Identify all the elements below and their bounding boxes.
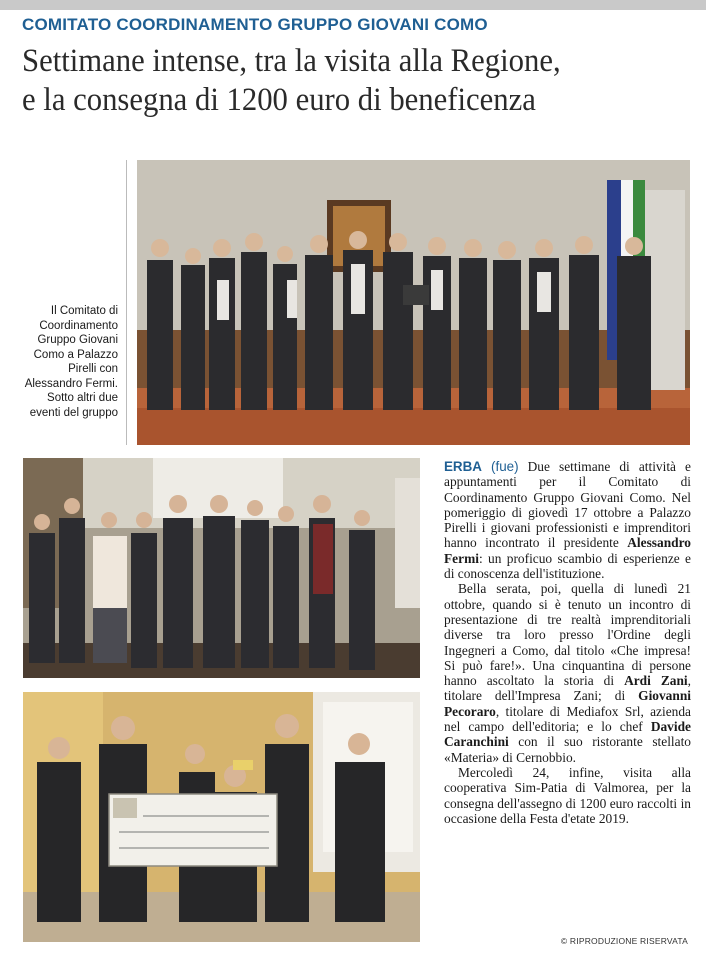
person-name: Ardi Zani <box>624 673 688 689</box>
photo-evening-event-group <box>23 458 420 678</box>
photo-cheque-delivery <box>23 692 420 942</box>
photo-caption: Il Comitato di Coordinamento Gruppo Giovani Como a Palazzo Pirelli con Alessandro Fermi. Sotto altri due eventi del gruppo <box>24 305 118 419</box>
article-paragraph-1 <box>444 459 691 581</box>
byline: (fue) <box>491 459 519 474</box>
article-text: : un proficuo scambio di esperienze e di conoscenza dell'istituzione. <box>444 550 691 582</box>
article-paragraph-2 <box>444 581 691 765</box>
article-text: , titolare dell'Impresa Zani; di <box>444 673 691 704</box>
top-rule <box>0 0 706 10</box>
article-text: Bella serata, poi, quella di lunedì 21 ottobre, quando si è tenuto un incontro di presentazione di tre realtà imprenditoriali diverse tra loro presso l'Ordine degli Ingegneri a Como, dal titolo «Che impresa! Si può fare!». Una cinquantina di persone hanno ascoltato la storia di <box>444 581 691 689</box>
person-name: Giovanni Pecoraro <box>444 688 691 719</box>
person-name: Alessandro Fermi <box>444 535 691 566</box>
headline <box>22 42 645 120</box>
article-text: , titolare di Mediafox Srl, azienda nel campo dell'editoria; e lo chef <box>444 703 691 735</box>
person-name: Davide Caranchini <box>444 719 691 750</box>
article-text: Due settimane di attività e appuntamenti per il Comitato di Coordinamento Gruppo Giovani Como. Nel pomeriggio di giovedì 17 ottobre a Palazzo Pirelli i giovani professionisti e imprenditori hanno incontrato il presidente <box>444 459 691 551</box>
headline-line-1: Settimane intense, tra la visita alla Regione, <box>22 43 561 79</box>
section-kicker: COMITATO COORDINAMENTO GRUPPO GIOVANI COMO <box>22 15 488 34</box>
headline-line-2: e la consegna di 1200 euro di beneficenza <box>22 82 536 118</box>
article-body <box>444 459 691 826</box>
photo-palazzo-pirelli-group <box>137 160 690 445</box>
article-text: con il suo ristorante stellato «Materia» di Cernobbio. <box>444 734 691 765</box>
caption-divider <box>126 160 127 445</box>
article-paragraph-3 <box>444 765 691 826</box>
copyright-notice: © RIPRODUZIONE RISERVATA <box>560 936 688 946</box>
dateline: ERBA <box>444 459 482 474</box>
article-text: Mercoledì 24, infine, visita alla cooperativa Sim-Patia di Valmorea, per la consegna dell'assegno di 1200 euro raccolti in occasione della Festa d'etate 2019. <box>444 764 691 826</box>
